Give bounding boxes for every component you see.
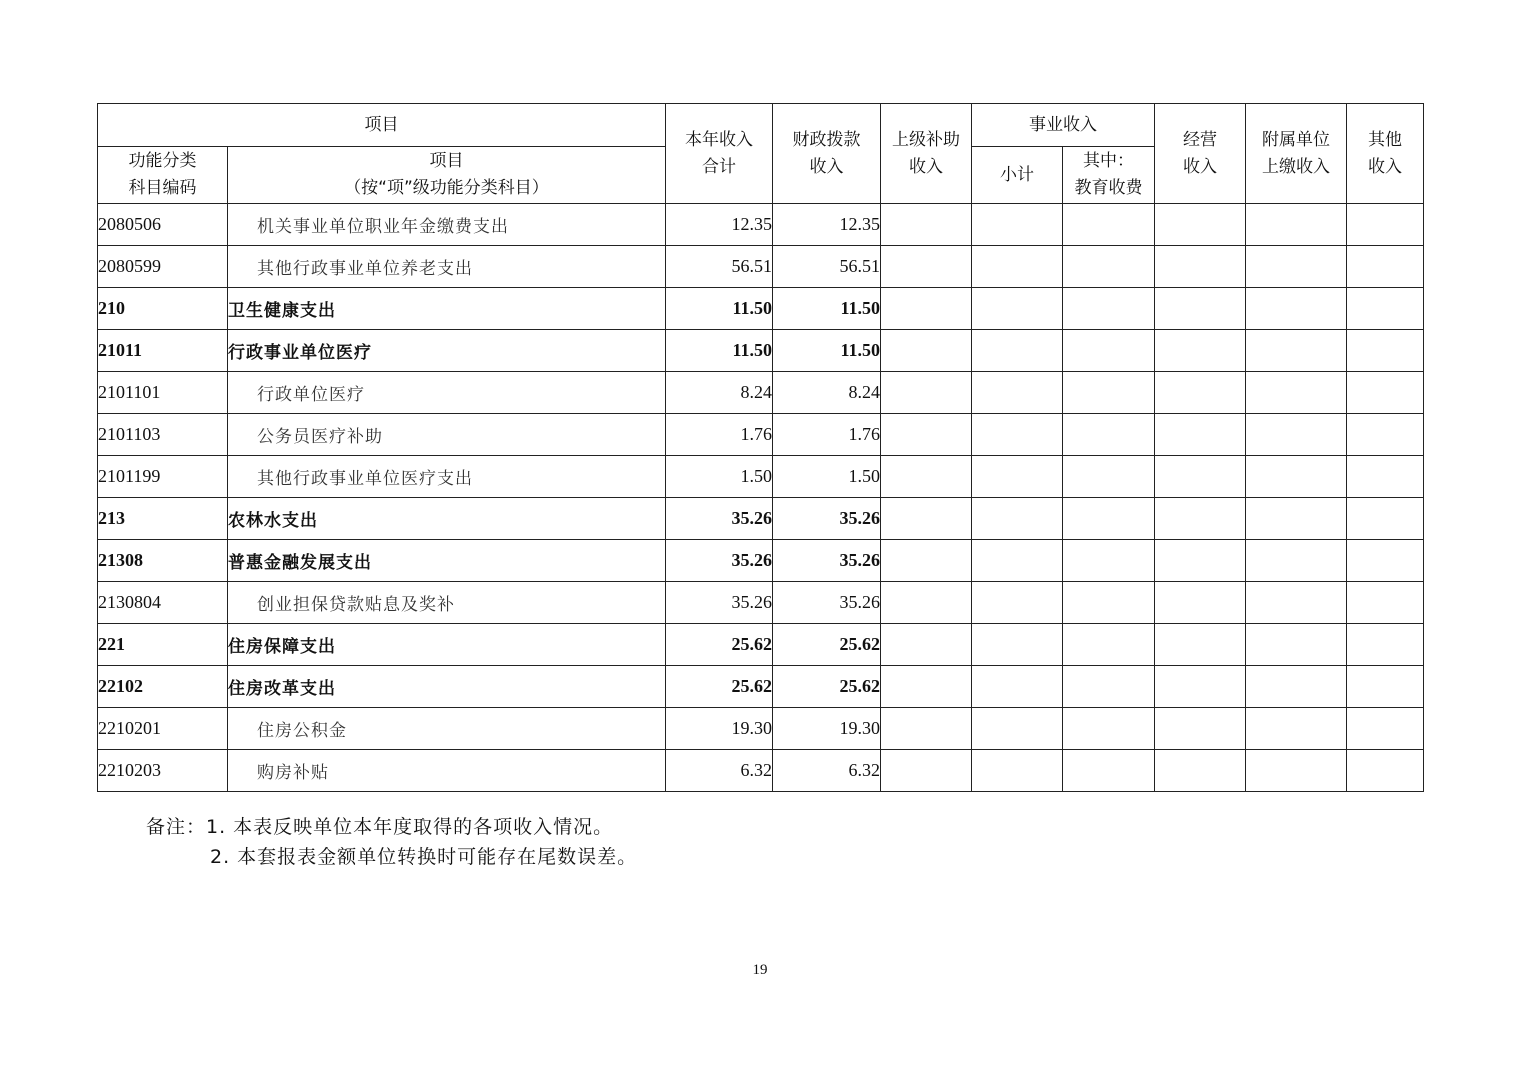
row-name: 住房公积金 [228,708,666,750]
row-total: 19.30 [666,708,773,750]
row-total: 12.35 [666,204,773,246]
header-item: 项目 （按“项”级功能分类科目） [228,147,666,204]
row-fiscal: 56.51 [773,246,881,288]
row-fiscal: 6.32 [773,750,881,792]
table-row [98,414,1424,456]
row-total: 25.62 [666,666,773,708]
header-fiscal: 财政拨款 收入 [773,104,881,204]
note-line-2: 2. 本套报表金额单位转换时可能存在尾数误差。 [210,846,638,868]
row-code: 2130804 [98,582,228,624]
table-row [98,246,1424,288]
row-total: 1.50 [666,456,773,498]
table-row [98,666,1424,708]
row-fiscal: 8.24 [773,372,881,414]
row-total: 8.24 [666,372,773,414]
table-row [98,624,1424,666]
row-fiscal: 25.62 [773,666,881,708]
row-name: 普惠金融发展支出 [228,540,666,582]
row-total: 11.50 [666,330,773,372]
row-total: 35.26 [666,540,773,582]
row-fiscal: 11.50 [773,330,881,372]
row-code: 2101101 [98,372,228,414]
row-total: 25.62 [666,624,773,666]
table-row [98,708,1424,750]
row-name: 卫生健康支出 [228,288,666,330]
notes [146,812,637,872]
table-row [98,330,1424,372]
row-fiscal: 35.26 [773,582,881,624]
row-code: 2101103 [98,414,228,456]
header-total: 本年收入 合计 [666,104,773,204]
header-edu-fee: 其中： 教育收费 [1063,147,1155,204]
header-operating: 经营 收入 [1155,104,1246,204]
row-name: 住房改革支出 [228,666,666,708]
header-project: 项目 [98,104,666,147]
row-fiscal: 35.26 [773,498,881,540]
row-name: 其他行政事业单位养老支出 [228,246,666,288]
row-name: 行政事业单位医疗 [228,330,666,372]
row-name: 住房保障支出 [228,624,666,666]
header-subtotal: 小计 [972,147,1063,204]
table-row [98,498,1424,540]
table-row [98,204,1424,246]
row-code: 221 [98,624,228,666]
table-row [98,456,1424,498]
row-fiscal: 11.50 [773,288,881,330]
table-row [98,540,1424,582]
row-code: 2101199 [98,456,228,498]
row-fiscal: 12.35 [773,204,881,246]
row-name: 公务员医疗补助 [228,414,666,456]
table-row [98,372,1424,414]
row-code: 210 [98,288,228,330]
row-fiscal: 1.50 [773,456,881,498]
row-total: 56.51 [666,246,773,288]
row-code: 22102 [98,666,228,708]
page-number: 19 [752,962,768,978]
row-name: 行政单位医疗 [228,372,666,414]
table-row [98,750,1424,792]
income-table [97,103,1424,792]
row-total: 6.32 [666,750,773,792]
row-code: 2210203 [98,750,228,792]
row-code: 2080599 [98,246,228,288]
row-name: 农林水支出 [228,498,666,540]
row-fiscal: 19.30 [773,708,881,750]
row-code: 2080506 [98,204,228,246]
table-row [98,582,1424,624]
header-other: 其他 收入 [1347,104,1424,204]
row-name: 购房补贴 [228,750,666,792]
row-total: 35.26 [666,498,773,540]
row-fiscal: 1.76 [773,414,881,456]
row-code: 21011 [98,330,228,372]
row-name: 其他行政事业单位医疗支出 [228,456,666,498]
header-affiliate: 附属单位 上缴收入 [1246,104,1347,204]
row-fiscal: 35.26 [773,540,881,582]
row-code: 2210201 [98,708,228,750]
note-line-1: 备注：1. 本表反映单位本年度取得的各项收入情况。 [146,816,614,838]
row-code: 213 [98,498,228,540]
header-business: 事业收入 [972,104,1155,147]
header-code: 功能分类 科目编码 [98,147,228,204]
row-total: 35.26 [666,582,773,624]
row-fiscal: 25.62 [773,624,881,666]
header-superior: 上级补助 收入 [881,104,972,204]
row-name: 创业担保贷款贴息及奖补 [228,582,666,624]
row-code: 21308 [98,540,228,582]
row-name: 机关事业单位职业年金缴费支出 [228,204,666,246]
row-total: 1.76 [666,414,773,456]
table-row [98,288,1424,330]
row-total: 11.50 [666,288,773,330]
